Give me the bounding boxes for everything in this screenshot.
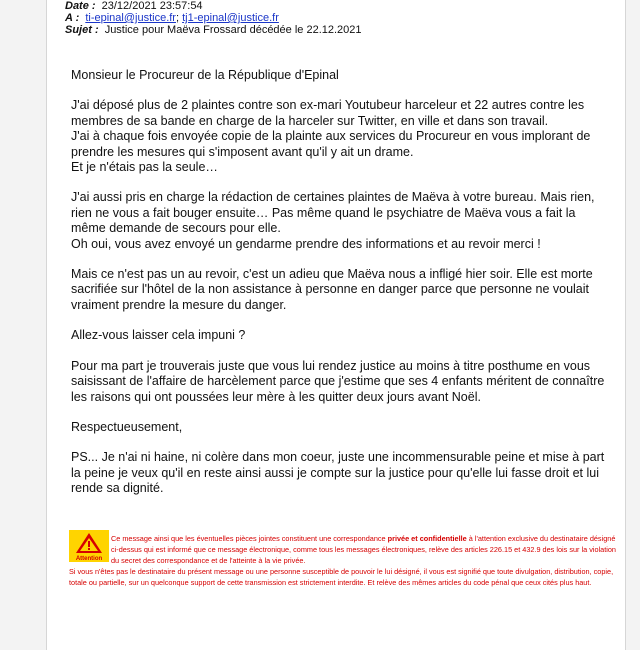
attention-warning-icon — [69, 530, 109, 562]
recipient-label: A : — [65, 12, 80, 24]
paragraph-line: J'ai aussi pris en charge la rédaction de certaines plaintes de Maëva à votre bureau. Mais rien, rien ne vous a fait bouger ensuite… Pas même quand le psychiatre de Maëva vous a fait la même demande de secours pour elle. — [71, 190, 595, 236]
postscript: PS... Je n'ai ni haine, ni colère dans mon coeur, juste une incommensurable peine et mise à part la peine je veux qu'il en reste ainsi aussi je compte sur la justice pour qu'elle lui fasse droit et lui rende sa dignité. — [71, 450, 605, 496]
paragraph-justice: Pour ma part je trouverais juste que vous lui rendez justice au moins à titre posthume en vous saisissant de l'affaire de harcèlement parce que j'estime que ses 4 enfants méritent de connaître les raisons qui ont poussées leur mère à les quitter deux jours avant Noël. — [71, 358, 605, 404]
recipient-row — [65, 12, 615, 24]
subject-row — [65, 24, 615, 36]
paragraph-complaints — [71, 98, 611, 175]
email-header — [65, 0, 615, 36]
paragraph-line: Oh oui, vous avez envoyé un gendarme prendre des informations et au revoir merci ! — [71, 236, 541, 251]
recipient-email-1[interactable]: ti-epinal@justice.fr — [85, 12, 176, 24]
subject-value: Justice pour Maëva Frossard décédée le 22.12.2021 — [104, 24, 362, 36]
paragraph-farewell: Mais ce n'est pas un au revoir, c'est un adieu que Maëva nous a infligé hier soir. Elle est morte sacrifiée sur l'hôtel de la non assistance à personne en danger parce que personne ne voulait vraiment prendre la mesure du danger. — [71, 267, 593, 312]
date-value: 23/12/2021 23:57:54 — [101, 0, 203, 12]
closing: Respectueusement, — [71, 419, 183, 434]
subject-label: Sujet : — [65, 24, 99, 36]
email-printout — [46, 0, 626, 650]
email-body — [71, 68, 611, 497]
notice-text-3: Si vous n'êtes pas le destinataire du présent message ou une personne susceptible de pouvoir le lui désigné, il vous est signifié que toute divulgation, distribution, copie, totale ou partielle, sur un quelconque support de cette transmission est strictement interdite. Et relève des mêmes articles du code pénal que ceux cités plus haut. — [69, 567, 614, 587]
paragraph-psychiatrist — [71, 190, 611, 252]
paragraph-line: Et je n'étais pas la seule… — [71, 160, 218, 175]
attention-icon-label: Attention — [75, 556, 103, 562]
notice-bold: privée et confidentielle — [387, 534, 467, 543]
paragraph-line: J'ai à chaque fois envoyée copie de la plainte aux services du Procureur en vous implorant de prendre les mesures qui s'imposent avant qu'il y ait un drame. — [71, 129, 591, 159]
notice-text-1: Ce message ainsi que les éventuelles pièces jointes constituent une correspondance — [111, 534, 386, 543]
paragraph-line: J'ai déposé plus de 2 plaintes contre son ex-mari Youtubeur harceleur et 22 autres contre les membres de sa bande en charge de la harceler sur Twitter, en ville et dans son travail. — [71, 98, 585, 128]
recipient-email-2[interactable]: tj1-epinal@justice.fr — [182, 12, 279, 24]
greeting: Monsieur le Procureur de la République d'Epinal — [71, 68, 339, 82]
date-row — [65, 0, 615, 12]
recipient-separator: ; — [175, 12, 180, 24]
notice-text-2: à l'attention exclusive du destinataire désigné ci-dessus qui est informé que ce message électronique, comme tous les messages électroniques, relève des articles 226.15 et 432.9 des lois sur la violation du secret des correspondance et de l'atteinte à la vie privée. — [111, 534, 616, 565]
date-label: Date : — [65, 0, 96, 12]
paragraph-question: Allez-vous laisser cela impuni ? — [71, 328, 246, 343]
confidentiality-notice — [69, 533, 619, 588]
